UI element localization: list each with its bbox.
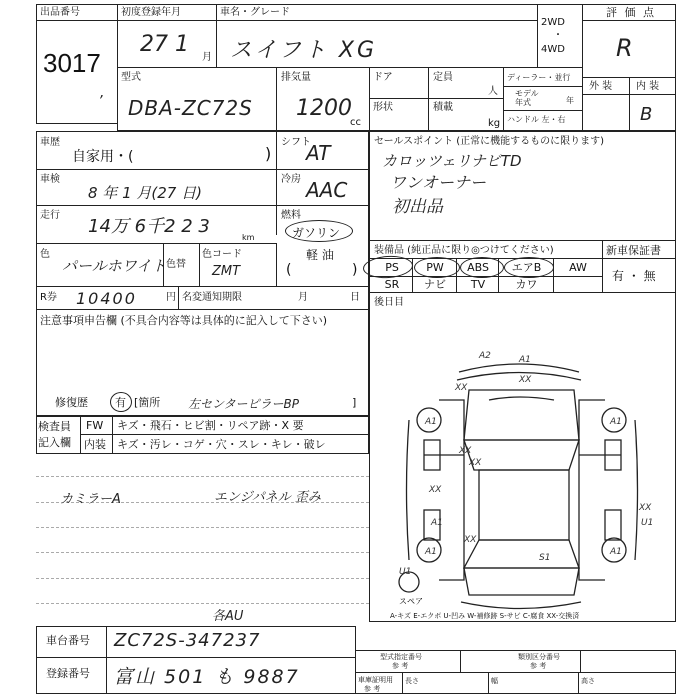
mark-14: A1 — [431, 518, 443, 528]
height-label: 高さ — [581, 677, 595, 685]
selling-point-2: ワンオーナー — [390, 173, 487, 192]
model-label: 車名・グレード — [220, 7, 290, 18]
chassis-label: 車台番号 — [46, 634, 90, 647]
lot-label: 出品番号 — [40, 7, 80, 18]
category-label: 類別区分番号 — [518, 653, 560, 661]
aircon-value: AAC — [306, 178, 348, 202]
shift-value: AT — [306, 141, 331, 165]
ref3-label: 参 考 — [364, 685, 381, 693]
warranty-value: 有 ・ 無 — [612, 269, 656, 283]
fuel-value: ガソリン — [292, 226, 341, 240]
mark-4: A1 — [425, 417, 437, 427]
load-label: 積載 — [433, 102, 453, 113]
color-label: 色 — [40, 249, 50, 260]
name-change-label: 名変通知期限 — [182, 292, 242, 303]
model-year-label: モデル 年式 — [515, 89, 539, 107]
first-reg-label: 初度登録年月 — [121, 7, 181, 18]
registration-value: 富山 501 も 9887 — [114, 666, 300, 688]
rating-value: R — [616, 34, 633, 62]
type-label: 型式 — [121, 72, 141, 83]
int-label: 内装 — [84, 438, 106, 451]
car-damage-diagram — [369, 310, 676, 622]
selling-point-1: カロッツェリナビTD — [382, 152, 522, 170]
circle-abs — [460, 257, 504, 278]
equip-aw: AW — [569, 261, 587, 274]
mark-11: A1 — [610, 547, 622, 557]
ref2-label: 参 考 — [530, 662, 547, 670]
displacement-unit: cc — [350, 117, 361, 128]
capacity-label: 定員 — [433, 72, 453, 83]
registration-label: 登録番号 — [46, 667, 90, 680]
fuel-label: 燃料 — [281, 210, 301, 221]
place-close: ] — [352, 396, 357, 409]
mark-16: U1 — [641, 518, 654, 528]
notes-title: 注意事項申告欄 (不具合内容等は具体的に記入して下さい) — [40, 314, 328, 327]
mark-2: XX — [455, 383, 468, 393]
recycle-value: 10400 — [76, 289, 137, 308]
drive-2wd: 2WD — [541, 17, 565, 28]
mark-3: XX — [519, 375, 532, 385]
width-label: 幅 — [491, 677, 498, 685]
equip-tv: TV — [470, 278, 486, 291]
ref1-label: 参 考 — [392, 662, 409, 670]
mileage-value: 14万 6千2 2 3 — [88, 216, 210, 237]
color-code-value: ZMT — [212, 264, 241, 279]
mark-10: XX — [464, 535, 477, 545]
fuel-diesel: 軽 油 — [306, 248, 334, 262]
inspector-label-2: 記入欄 — [38, 436, 71, 449]
inspection-value: 8 年 1 月(27 日) — [88, 184, 202, 202]
color-value: パールホワイト — [62, 257, 167, 275]
door-label: ドア — [373, 72, 393, 83]
mark-8: XX — [429, 485, 442, 495]
mark-5: XX — [459, 446, 472, 456]
mark-13: S1 — [539, 553, 551, 563]
load-unit: kg — [488, 118, 501, 129]
spare-label: スペア — [399, 597, 423, 606]
mark-12: U1 — [399, 567, 412, 577]
drive-4wd: 4WD — [541, 44, 565, 55]
note-panel: エンジパネル 歪み — [214, 490, 321, 505]
interior-label: 内 装 — [636, 81, 660, 92]
cert-label: 車庫証明用 — [358, 676, 393, 684]
exterior-label: 外 装 — [589, 81, 613, 92]
lot-suffix: , — [100, 85, 105, 101]
note-all-au: 各AU — [212, 609, 244, 624]
equip-airbag: エアB — [511, 261, 542, 274]
fw-text: キズ・飛石・ヒビ割・リペア跡・X 要 — [117, 419, 304, 432]
interior-value: B — [640, 104, 653, 125]
rating-label: 評 価 点 — [606, 6, 656, 19]
type-value: DBA-ZC72S — [128, 96, 253, 120]
chassis-value: ZC72S-347237 — [114, 630, 261, 651]
legend-text: A-キズ E-エクボ U-凹み W-補修跡 S-サビ C-腐食 XX-交換済 — [390, 612, 580, 620]
fuel-paren-close: ) — [352, 262, 358, 278]
mark-7: A1 — [610, 417, 622, 427]
inspection-label: 車検 — [40, 174, 60, 185]
recycle-label: R券 — [40, 292, 57, 303]
shape-label: 形状 — [373, 102, 393, 113]
history-label: 車歴 — [40, 137, 60, 148]
int-text: キズ・汚レ・コゲ・穴・スレ・キレ・破レ — [117, 438, 326, 451]
equip-ps: PS — [385, 261, 399, 274]
repair-value: 有 — [115, 396, 126, 409]
model-value: スイフト XG — [230, 38, 378, 63]
displacement-value: 1200 — [296, 96, 352, 121]
equip-abs: ABS — [467, 261, 489, 274]
drive-dot: ・ — [553, 30, 563, 41]
month-unit: 月 — [298, 292, 308, 303]
place-label: [箇所 — [134, 396, 161, 409]
capacity-unit: 人 — [488, 86, 498, 97]
fuel-paren-open: ( — [286, 262, 292, 278]
shift-label: シフト — [281, 137, 311, 148]
mark-1: A2 — [479, 351, 491, 361]
handle-label: ハンドル 左・右 — [507, 115, 566, 124]
length-label: 長さ — [405, 677, 419, 685]
mark-17: A1 — [519, 355, 531, 365]
fw-label: FW — [86, 419, 104, 432]
equip-navi: ナビ — [424, 278, 446, 291]
repair-label: 修復歴 — [55, 396, 88, 409]
selling-point-3: 初出品 — [392, 197, 443, 217]
first-reg-value: 27 1 — [140, 32, 189, 57]
inspector-label-1: 検査員 — [38, 420, 71, 433]
first-reg-unit: 月 — [202, 52, 212, 63]
dealer-label: ディーラー・並行 — [507, 73, 571, 82]
equipment-label: 装備品 (純正品に限り◎つけてください) — [374, 245, 554, 256]
circle-airbag — [504, 257, 554, 278]
mark-6: XX — [469, 458, 482, 468]
mileage-unit: km — [242, 233, 255, 242]
place-value: 左センターピラーBP — [188, 397, 299, 411]
note-mirror: カミラーA — [60, 492, 121, 507]
history-value: 自家用・( — [72, 149, 134, 165]
lot-number: 3017 — [43, 48, 101, 78]
equip-leather: カワ — [515, 278, 538, 291]
equip-sr: SR — [384, 278, 400, 291]
mileage-label: 走行 — [40, 210, 60, 221]
selling-points-label: セールスポイント (正常に機能するものに限ります) — [374, 136, 605, 147]
rear-seat-label: 後日目 — [374, 297, 404, 308]
day-unit: 日 — [350, 292, 360, 303]
type-designation-label: 型式指定番号 — [380, 653, 422, 661]
model-year-unit: 年 — [566, 96, 574, 105]
mark-15: XX — [639, 503, 652, 513]
history-close: ) — [265, 144, 272, 163]
warranty-label: 新車保証書 — [606, 244, 661, 257]
color-code-label: 色替 — [166, 259, 186, 270]
mark-9: A1 — [425, 547, 437, 557]
displacement-label: 排気量 — [281, 72, 311, 83]
color-code2-label: 色コード — [202, 249, 242, 260]
recycle-unit: 円 — [166, 292, 176, 303]
aircon-label: 冷房 — [281, 174, 301, 185]
equip-pw: PW — [426, 261, 444, 274]
circle-pw — [414, 257, 460, 278]
